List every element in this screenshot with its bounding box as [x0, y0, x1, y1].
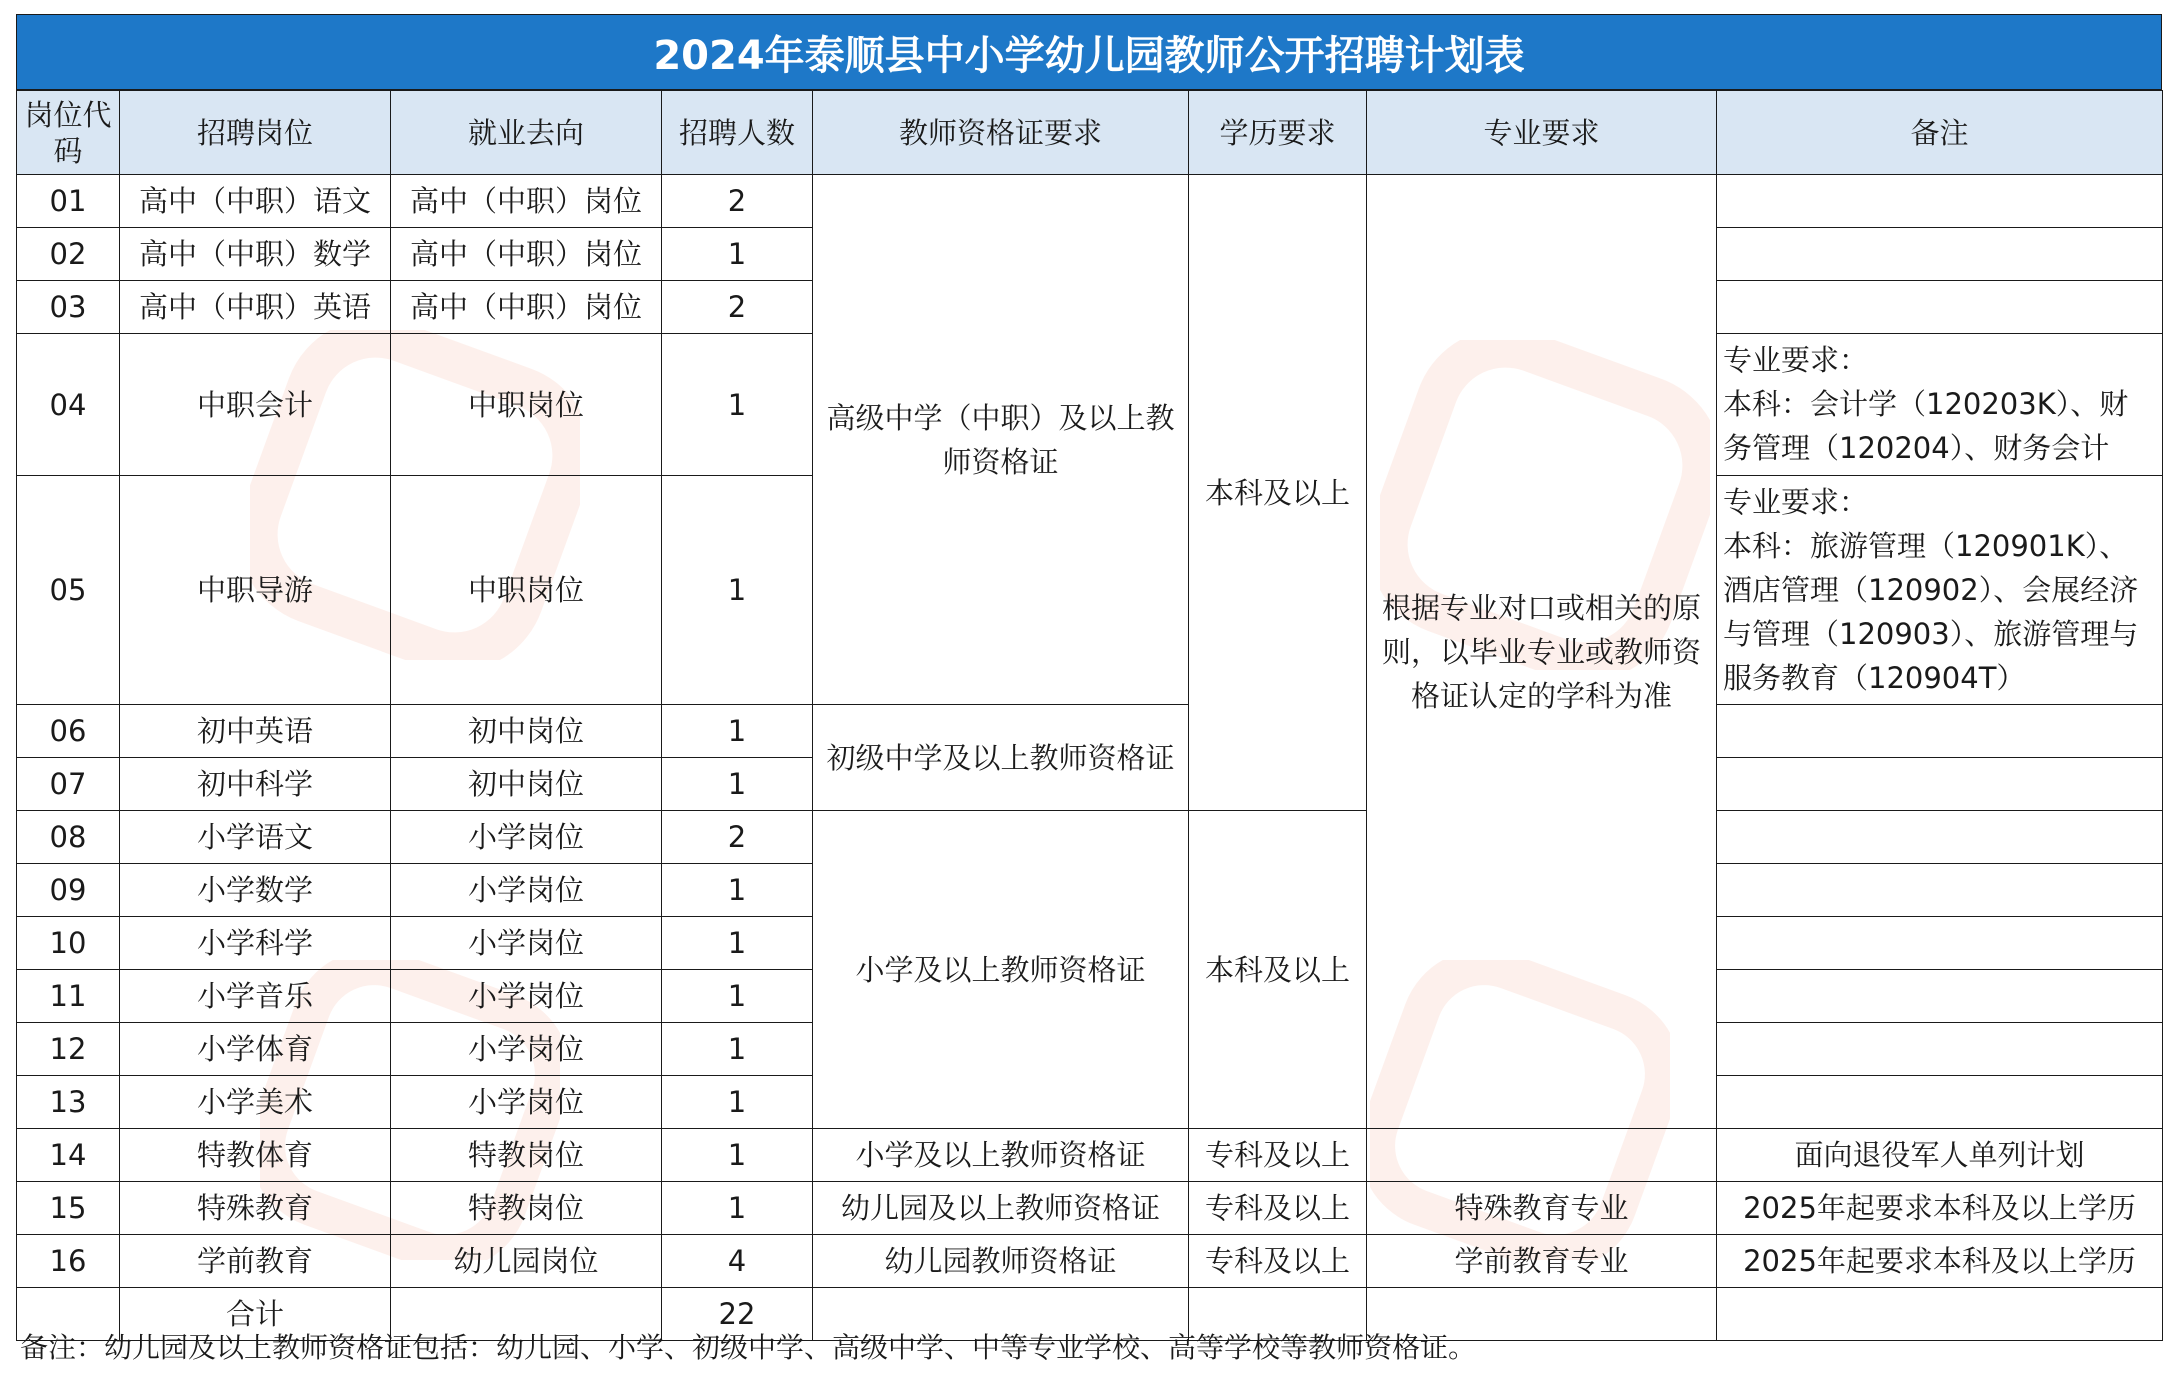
total-count: 22 [662, 1288, 813, 1341]
cell-note [1717, 1288, 2163, 1341]
cell-post: 中职会计 [120, 334, 391, 476]
cell-destination: 高中（中职）岗位 [391, 175, 662, 228]
cell-count: 2 [662, 811, 813, 864]
cell-count: 1 [662, 334, 813, 476]
cell-major: 特殊教育专业 [1367, 1182, 1717, 1235]
cell-count: 1 [662, 970, 813, 1023]
cell-code: 01 [17, 175, 120, 228]
cell-destination: 小学岗位 [391, 917, 662, 970]
cell-destination: 初中岗位 [391, 705, 662, 758]
table-row [17, 1182, 2163, 1235]
cell-note [1717, 917, 2163, 970]
cell-code: 07 [17, 758, 120, 811]
cell-certificate: 高级中学（中职）及以上教师资格证 [813, 175, 1189, 705]
cell-count: 1 [662, 864, 813, 917]
header-code: 岗位代码 [17, 91, 120, 175]
cell-post: 高中（中职）数学 [120, 228, 391, 281]
cell-certificate: 小学及以上教师资格证 [813, 1129, 1189, 1182]
cell-post: 小学科学 [120, 917, 391, 970]
cell-destination: 中职岗位 [391, 334, 662, 476]
cell-post: 初中英语 [120, 705, 391, 758]
cell-code: 02 [17, 228, 120, 281]
cell-education: 本科及以上 [1189, 175, 1367, 811]
cell-certificate: 幼儿园教师资格证 [813, 1235, 1189, 1288]
cell-code: 16 [17, 1235, 120, 1288]
cell-note [1717, 281, 2163, 334]
cell-code: 10 [17, 917, 120, 970]
cell-destination: 高中（中职）岗位 [391, 281, 662, 334]
cell-post: 中职导游 [120, 476, 391, 705]
cell-note [1717, 476, 2163, 705]
footer-note: 备注：幼儿园及以上教师资格证包括：幼儿园、小学、初级中学、高级中学、中等专业学校、高等学校等教师资格证。 [20, 1331, 1477, 1364]
cell-count: 1 [662, 917, 813, 970]
header-education: 学历要求 [1189, 91, 1367, 175]
table-row [17, 1235, 2163, 1288]
table-row [17, 1129, 2163, 1182]
header-count: 招聘人数 [662, 91, 813, 175]
cell-count: 1 [662, 1023, 813, 1076]
cell-count: 1 [662, 758, 813, 811]
cell-count: 1 [662, 1129, 813, 1182]
header-destination: 就业去向 [391, 91, 662, 175]
cell-post: 高中（中职）语文 [120, 175, 391, 228]
header-certificate: 教师资格证要求 [813, 91, 1189, 175]
cell-destination: 中职岗位 [391, 476, 662, 705]
cell-note [1717, 864, 2163, 917]
cell-note [1717, 1023, 2163, 1076]
cell-code: 03 [17, 281, 120, 334]
recruitment-table-container [16, 14, 2162, 1341]
header-post: 招聘岗位 [120, 91, 391, 175]
cell-destination: 幼儿园岗位 [391, 1235, 662, 1288]
table-row [17, 175, 2163, 228]
cell-education: 专科及以上 [1189, 1129, 1367, 1182]
cell-post: 小学美术 [120, 1076, 391, 1129]
cell-note [1717, 175, 2163, 228]
note-line: 本科：会计学（120203K）、财务管理（120204）、财务会计 [1723, 387, 2129, 465]
cell-note [1717, 811, 2163, 864]
cell-count: 1 [662, 705, 813, 758]
cell-code: 14 [17, 1129, 120, 1182]
cell-major [1367, 1129, 1717, 1182]
table-row [17, 705, 2163, 758]
cell-post: 初中科学 [120, 758, 391, 811]
cell-count: 1 [662, 476, 813, 705]
cell-count: 1 [662, 1182, 813, 1235]
cell-note [1717, 970, 2163, 1023]
cell-note [1717, 758, 2163, 811]
cell-destination: 小学岗位 [391, 970, 662, 1023]
cell-post: 小学体育 [120, 1023, 391, 1076]
cell-major: 根据专业对口或相关的原则，以毕业专业或教师资格证认定的学科为准 [1367, 175, 1717, 1129]
cell-note [1717, 705, 2163, 758]
page-title: 2024年泰顺县中小学幼儿园教师公开招聘计划表 [16, 14, 2162, 90]
cell-destination: 小学岗位 [391, 1076, 662, 1129]
cell-destination: 小学岗位 [391, 864, 662, 917]
recruitment-table [16, 90, 2163, 1341]
cell-destination: 特教岗位 [391, 1129, 662, 1182]
cell-note: 2025年起要求本科及以上学历 [1717, 1182, 2163, 1235]
cell-count: 2 [662, 281, 813, 334]
cell-major: 学前教育专业 [1367, 1235, 1717, 1288]
total-label: 合计 [120, 1288, 391, 1341]
cell-destination: 小学岗位 [391, 1023, 662, 1076]
cell-code: 11 [17, 970, 120, 1023]
cell-education: 专科及以上 [1189, 1235, 1367, 1288]
cell-certificate: 幼儿园及以上教师资格证 [813, 1182, 1189, 1235]
cell-count: 4 [662, 1235, 813, 1288]
header-row [17, 91, 2163, 175]
header-major: 专业要求 [1367, 91, 1717, 175]
cell-count: 1 [662, 228, 813, 281]
cell-post: 小学数学 [120, 864, 391, 917]
cell-post: 特教体育 [120, 1129, 391, 1182]
cell-code: 05 [17, 476, 120, 705]
cell-post: 小学音乐 [120, 970, 391, 1023]
cell-education: 本科及以上 [1189, 811, 1367, 1129]
cell-code: 09 [17, 864, 120, 917]
cell-post: 高中（中职）英语 [120, 281, 391, 334]
cell-note: 面向退役军人单列计划 [1717, 1129, 2163, 1182]
cell-code: 06 [17, 705, 120, 758]
cell-destination: 初中岗位 [391, 758, 662, 811]
cell-post: 小学语文 [120, 811, 391, 864]
header-notes: 备注 [1717, 91, 2163, 175]
cell-code: 04 [17, 334, 120, 476]
cell-destination: 特教岗位 [391, 1182, 662, 1235]
table-row [17, 811, 2163, 864]
cell-education: 专科及以上 [1189, 1182, 1367, 1235]
cell-destination: 高中（中职）岗位 [391, 228, 662, 281]
cell-post: 特殊教育 [120, 1182, 391, 1235]
cell-certificate: 初级中学及以上教师资格证 [813, 705, 1189, 811]
cell-note: 2025年起要求本科及以上学历 [1717, 1235, 2163, 1288]
cell-code: 13 [17, 1076, 120, 1129]
cell-note [1717, 1076, 2163, 1129]
cell-certificate: 小学及以上教师资格证 [813, 811, 1189, 1129]
note-line: 专业要求： [1723, 343, 1869, 377]
cell-count: 1 [662, 1076, 813, 1129]
cell-note [1717, 334, 2163, 476]
cell-code: 15 [17, 1182, 120, 1235]
note-line: 本科：旅游管理（120901K）、酒店管理（120902）、会展经济与管理（120903）、旅游管理与服务教育（120904T） [1723, 529, 2139, 695]
cell-code: 12 [17, 1023, 120, 1076]
cell-code: 08 [17, 811, 120, 864]
note-line: 专业要求： [1723, 485, 1869, 519]
cell-destination: 小学岗位 [391, 811, 662, 864]
cell-note [1717, 228, 2163, 281]
cell-count: 2 [662, 175, 813, 228]
cell-post: 学前教育 [120, 1235, 391, 1288]
